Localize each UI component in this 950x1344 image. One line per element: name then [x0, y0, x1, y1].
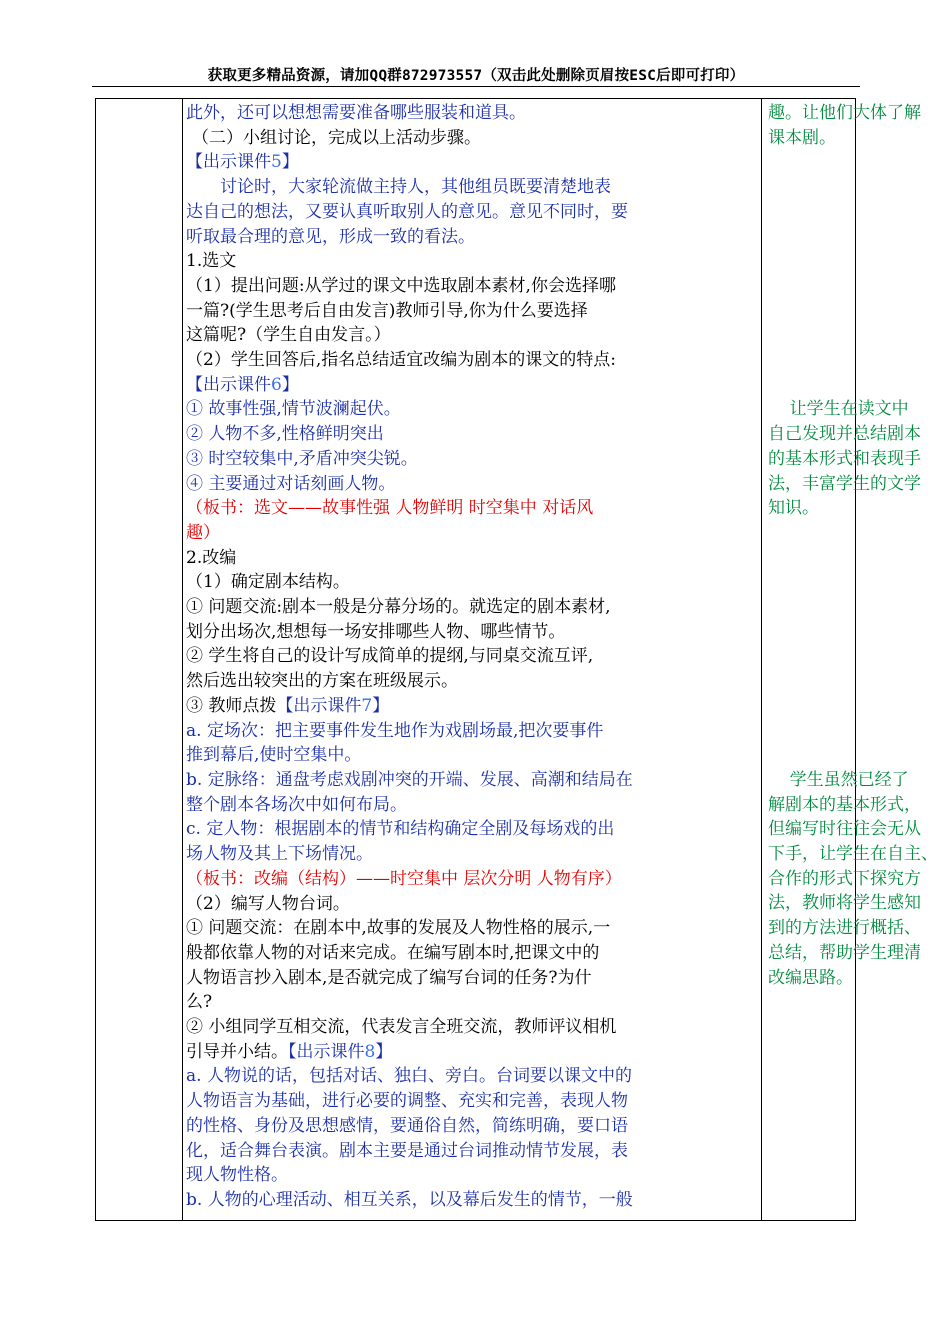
side-note: 趣。让他们大体了解 — [768, 103, 921, 123]
feature-item: ③ 时空较集中,矛盾冲突尖锐。 — [186, 448, 418, 469]
text-line: 达自己的想法，又要认真听取别人的意见。意见不同时，要 — [186, 201, 628, 222]
text-line: c. 定人物：根据剧本的情节和结构确定全剧及每场戏的出 — [186, 819, 615, 840]
side-note: 到的方法进行概括、 — [768, 918, 921, 939]
text-line: （1）确定剧本结构。 — [186, 572, 350, 593]
side-note: 改编思路。 — [768, 967, 853, 988]
feature-item: ① 故事性强,情节波澜起伏。 — [186, 399, 401, 420]
text-line: 整个剧本各场次中如何布局。 — [186, 794, 407, 815]
lesson-table — [95, 98, 938, 1221]
text-line: 么? — [186, 992, 213, 1013]
text-line: 这篇呢?（学生自由发言。） — [186, 325, 391, 346]
feature-item: ④ 主要通过对话刻画人物。 — [186, 473, 396, 494]
header-rule — [92, 86, 860, 87]
text-line: a. 人物说的话，包括对话、独白、旁白。台词要以课文中的 — [186, 1066, 632, 1087]
column-divider-right — [761, 99, 762, 1220]
text-line: b. 人物的心理活动、相互关系，以及幕后发生的情节，一般 — [186, 1189, 633, 1210]
text-line: b. 定脉络：通盘考虑戏剧冲突的开端、发展、高潮和结局在 — [186, 769, 633, 790]
page-header: 获取更多精品资源，请加QQ群872973557（双击此处删除页眉按ESC后即可打印） — [207, 68, 745, 84]
text-line: 场人物及其上下场情况。 — [186, 844, 373, 865]
side-note: 课本剧。 — [768, 127, 836, 148]
side-note: 的基本形式和表现手 — [768, 448, 921, 469]
side-note: 总结，帮助学生理清 — [768, 942, 921, 963]
text-line: （二）小组讨论，完成以上活动步骤。 — [192, 127, 481, 148]
courseware-marker: 【出示课件5】 — [186, 152, 299, 173]
section-heading: 2.改编 — [186, 547, 237, 568]
text-line: 讨论时，大家轮流做主持人，其他组员既要清楚地表 — [220, 177, 611, 198]
side-note: 下手，让学生在自主、 — [768, 844, 938, 865]
text-line: 的性格、身份及思想感情，要通俗自然，简练明确，要口语 — [186, 1115, 628, 1136]
text-line: 此外，还可以想想需要准备哪些服装和道具。 — [186, 103, 526, 123]
side-note: 自己发现并总结剧本 — [768, 424, 921, 445]
side-note: 合作的形式下探究方 — [768, 868, 921, 889]
text-line: 人物语言为基础，进行必要的调整、充实和完善，表现人物 — [186, 1091, 628, 1112]
text-line: 化，适合舞台表演。剧本主要是通过台词推动情节发展，表 — [186, 1140, 628, 1161]
text-line: 划分出场次,想想每一场安排哪些人物、哪些情节。 — [186, 621, 566, 642]
text-line: 一篇?(学生思考后自由发言)教师引导,你为什么要选择 — [186, 300, 588, 321]
text-line: （1）提出问题:从学过的课文中选取剧本素材,你会选择哪 — [186, 275, 616, 296]
board-note: 趣） — [186, 522, 220, 543]
text-line: 推到幕后,使时空集中。 — [186, 745, 362, 766]
text-line: a. 定场次：把主要事件发生地作为戏剧场最,把次要事件 — [186, 720, 604, 741]
text-line: 般都依靠人物的对话来完成。在编写剧本时,把课文中的 — [186, 942, 600, 963]
feature-item: ② 人物不多,性格鲜明突出 — [186, 424, 384, 445]
side-note: 学生虽然已经了 — [768, 769, 909, 790]
teaching-process-column — [184, 99, 761, 1213]
design-intent-column — [764, 99, 950, 990]
text-line: ② 学生将自己的设计写成简单的提纲,与同桌交流互评, — [186, 646, 594, 667]
text-line: 听取最合理的意见，形成一致的看法。 — [186, 226, 475, 247]
text-line: ② 小组同学互相交流，代表发言全班交流，教师评议相机 — [186, 1017, 617, 1038]
board-note: （板书：改编（结构）——时空集中 层次分明 人物有序） — [186, 868, 622, 889]
courseware-marker: 【出示课件6】 — [186, 374, 299, 395]
section-heading: 1.选文 — [186, 251, 237, 272]
side-note: 让学生在读文中 — [768, 399, 909, 420]
text-line: ③ 教师点拨【出示课件7】 — [186, 695, 390, 716]
text-line: 引导并小结。【出示课件8】 — [186, 1041, 393, 1062]
text-line: ① 问题交流：在剧本中,故事的发展及人物性格的展示,一 — [186, 918, 611, 939]
text-line: （2）编写人物台词。 — [186, 893, 350, 914]
side-note: 解剧本的基本形式， — [768, 794, 921, 815]
spacer — [768, 521, 950, 768]
side-note: 知识。 — [768, 498, 819, 519]
side-note: 法，教师将学生感知 — [768, 893, 921, 914]
side-note: 但编写时往往会无从 — [768, 819, 921, 840]
side-note: 法，丰富学生的文学 — [768, 473, 921, 494]
column-divider-left — [182, 99, 183, 1220]
text-line: 现人物性格。 — [186, 1165, 288, 1186]
board-note: （板书：选文——故事性强 人物鲜明 时空集中 对话风 — [186, 498, 594, 519]
text-line: ① 问题交流:剧本一般是分幕分场的。就选定的剧本素材, — [186, 597, 611, 618]
text-line: 然后选出较突出的方案在班级展示。 — [186, 671, 458, 692]
spacer — [768, 150, 950, 397]
text-line: （2）学生回答后,指名总结适宜改编为剧本的课文的特点: — [186, 350, 616, 371]
text-line: 人物语言抄入剧本,是否就完成了编写台词的任务?为什 — [186, 967, 592, 988]
